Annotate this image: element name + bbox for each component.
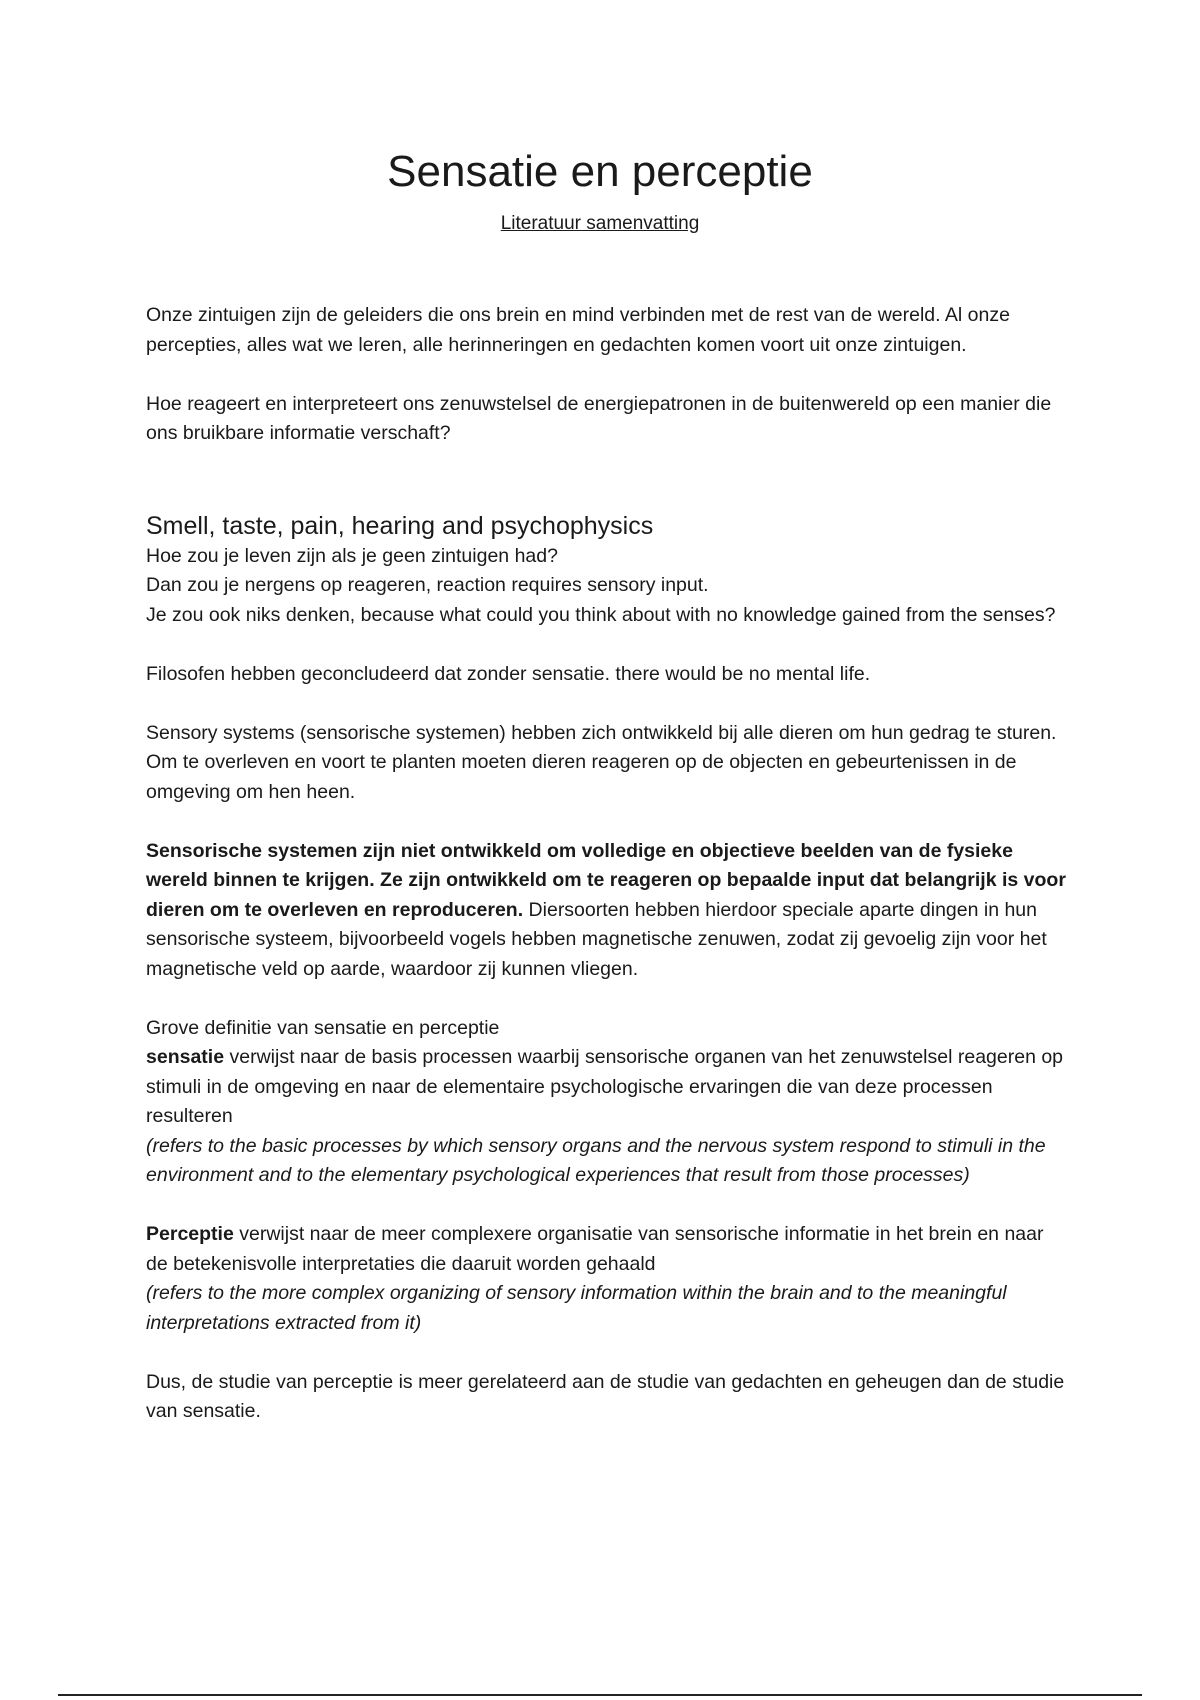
definition-sensatie: [146, 1043, 1066, 1132]
intro-paragraph-2: Hoe reageert en interpreteert ons zenuwstelsel de energiepatronen in de buitenwereld op een manier die ons bruikbare informatie verschaft?: [146, 392, 1052, 444]
definition-perceptie-english: [146, 1279, 1066, 1338]
page-title: Sensatie en perceptie: [387, 147, 813, 196]
definition-sensatie-english: [146, 1132, 1066, 1191]
section-line-2: Dan zou je nergens op reageren, reaction requires sensory input.: [146, 574, 709, 596]
intro-paragraph-1: Onze zintuigen zijn de geleiders die ons brein en mind verbinden met de rest van de wereld. Al onze percepties, alles wat we leren, alle herinneringen en gedachten komen voort uit onze zintuigen.: [146, 304, 1010, 356]
definition-perceptie-english-text: (refers to the more complex organizing of sensory information within the brain and to the meaningful interpretations extracted from it): [146, 1282, 1007, 1334]
bold-statement-continuation: Diersoorten hebben hierdoor speciale aparte dingen in hun sensorische systeem, bijvoorbeeld vogels hebben magnetische zenuwen, zodat zij gevoelig zijn voor het magnetische veld op aarde, waardoor zij kunnen vliegen.: [146, 898, 1047, 980]
definition-sensatie-english-text: (refers to the basic processes by which sensory organs and the nervous system respond to stimuli in the environment and to the elementary psychological experiences that result from those processes): [146, 1134, 1046, 1186]
definition-intro: Grove definitie van sensatie en perceptie: [146, 1016, 500, 1039]
term-perceptie: Perceptie: [146, 1223, 234, 1245]
page-subtitle: Literatuur samenvatting: [500, 213, 700, 234]
paragraph-sensory-systems: Sensory systems (sensorische systemen) hebben zich ontwikkeld bij alle dieren om hun gedrag te sturen. Om te overleven en voort te planten moeten dieren reageren op de objecten en gebeurtenissen in de omgeving om hen heen.: [146, 721, 1057, 803]
footer-divider: [58, 1694, 1142, 1696]
section-heading: Smell, taste, pain, hearing and psychophysics: [146, 511, 654, 540]
definition-perceptie-text: verwijst naar de meer complexere organisatie van sensorische informatie in het brein en naar de betekenisvolle interpretaties die daaruit worden gehaald: [146, 1223, 1044, 1275]
term-sensatie: sensatie: [146, 1046, 225, 1068]
paragraph-filosofen: Filosofen hebben geconcludeerd dat zonder sensatie. there would be no mental life.: [146, 662, 871, 685]
section-line-1: Hoe zou je leven zijn als je geen zintuigen had?: [146, 544, 558, 567]
bold-statement: Sensorische systemen zijn niet ontwikkeld om volledige en objectieve beelden van de fysieke wereld binnen te krijgen. Ze zijn ontwikkeld om te reageren op bepaalde input dat belangrijk is voor dieren om te overleven en reproduceren.: [146, 839, 1066, 921]
definition-perceptie: [146, 1220, 1066, 1279]
paragraph-conclusion: Dus, de studie van perceptie is meer gerelateerd aan de studie van gedachten en geheugen dan de studie van sensatie.: [146, 1370, 1065, 1422]
definition-sensatie-text: verwijst naar de basis processen waarbij sensorische organen van het zenuwstelsel reageren op stimuli in de omgeving en naar de elementaire psychologische ervaringen die van deze processen resulteren: [146, 1046, 1064, 1127]
document-body: [146, 301, 1066, 1456]
section-line-3: Je zou ook niks denken, because what could you think about with no knowledge gained from the senses?: [146, 603, 1056, 626]
paragraph-bold-statement: [146, 837, 1066, 985]
